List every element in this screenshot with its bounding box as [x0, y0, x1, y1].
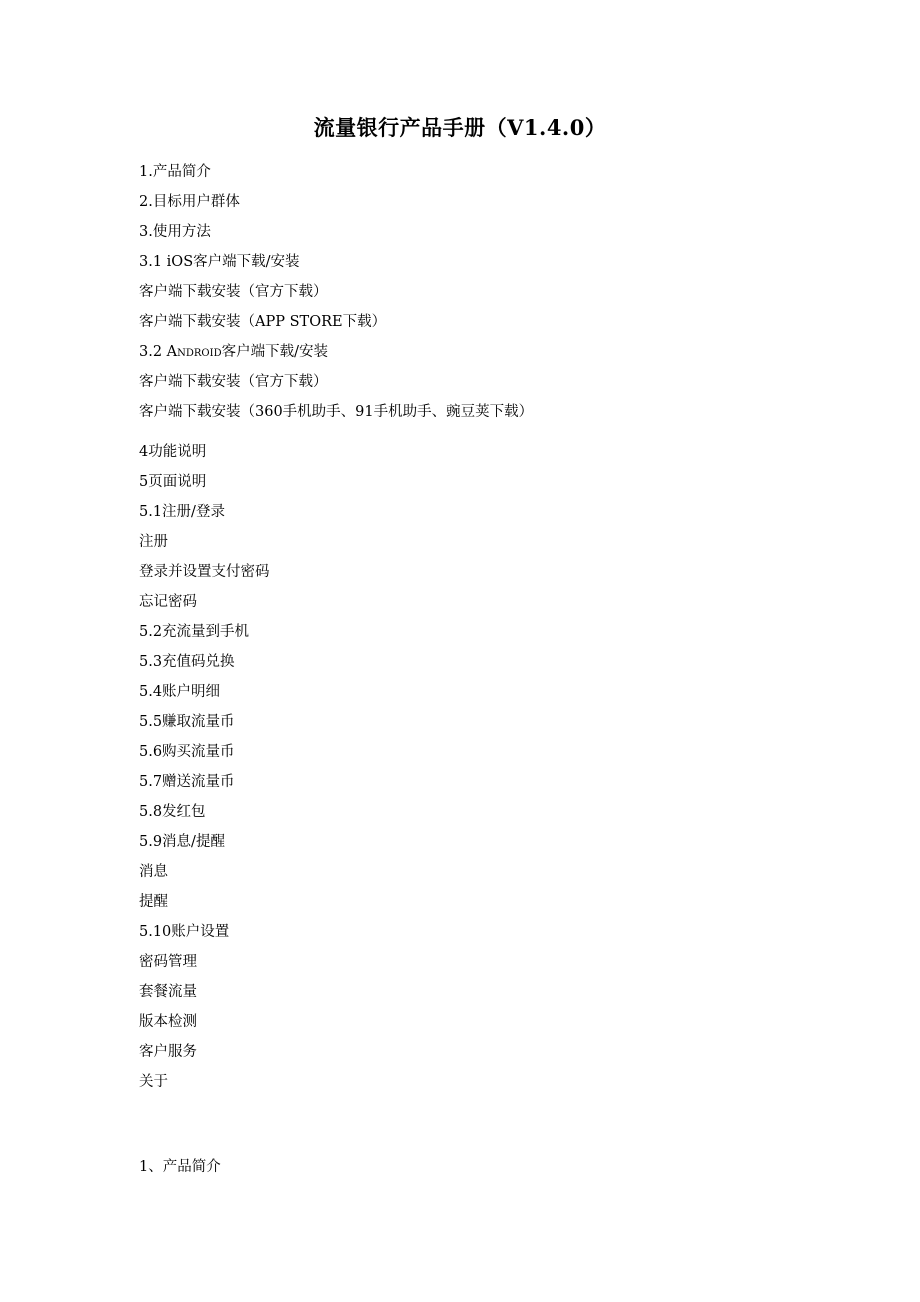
toc-item: 3.2 Android客户端下载/安装	[139, 344, 328, 360]
toc-item: 5.3充值码兑换	[139, 654, 235, 670]
section-heading: 1、产品简介	[139, 1159, 221, 1175]
toc-item: 5.6购买流量币	[139, 744, 235, 760]
toc-item: 客户端下载安装（360手机助手、91手机助手、豌豆荚下载）	[139, 404, 534, 420]
toc-item: 套餐流量	[139, 984, 197, 1000]
toc-item: 2.目标用户群体	[139, 194, 240, 210]
toc-item: 5页面说明	[139, 474, 207, 490]
toc-item: 登录并设置支付密码	[139, 564, 270, 580]
toc-item: 5.5赚取流量币	[139, 714, 235, 730]
toc-item: 5.4账户明细	[139, 684, 221, 700]
toc-item: 关于	[139, 1074, 168, 1090]
toc-item: 3.使用方法	[139, 224, 211, 240]
toc-item: 5.7赠送流量币	[139, 774, 235, 790]
toc-item: 5.8发红包	[139, 804, 206, 820]
toc-item: 客户端下载安装（官方下载）	[139, 374, 328, 390]
toc-item: 客户端下载安装（官方下载）	[139, 284, 328, 300]
toc-item: 3.1 iOS客户端下载/安装	[139, 254, 300, 270]
toc-item: 客户服务	[139, 1044, 197, 1060]
toc-item: 版本检测	[139, 1014, 197, 1030]
toc-item: 4功能说明	[139, 444, 207, 460]
toc-item: 注册	[139, 534, 168, 550]
page-title: 流量银行产品手册（V1.4.0）	[313, 115, 607, 140]
toc-item: 5.10账户设置	[139, 924, 230, 940]
toc-item: 消息	[139, 864, 168, 880]
toc-item: 1.产品简介	[139, 164, 211, 180]
toc-item: 5.9消息/提醒	[139, 834, 225, 850]
toc-item: 提醒	[139, 894, 168, 910]
toc-item: 密码管理	[139, 954, 197, 970]
toc-item: 5.2充流量到手机	[139, 624, 250, 640]
toc-item: 客户端下载安装（APP STORE下载）	[139, 314, 387, 330]
toc-item: 忘记密码	[139, 594, 197, 610]
toc-item: 5.1注册/登录	[139, 504, 225, 520]
